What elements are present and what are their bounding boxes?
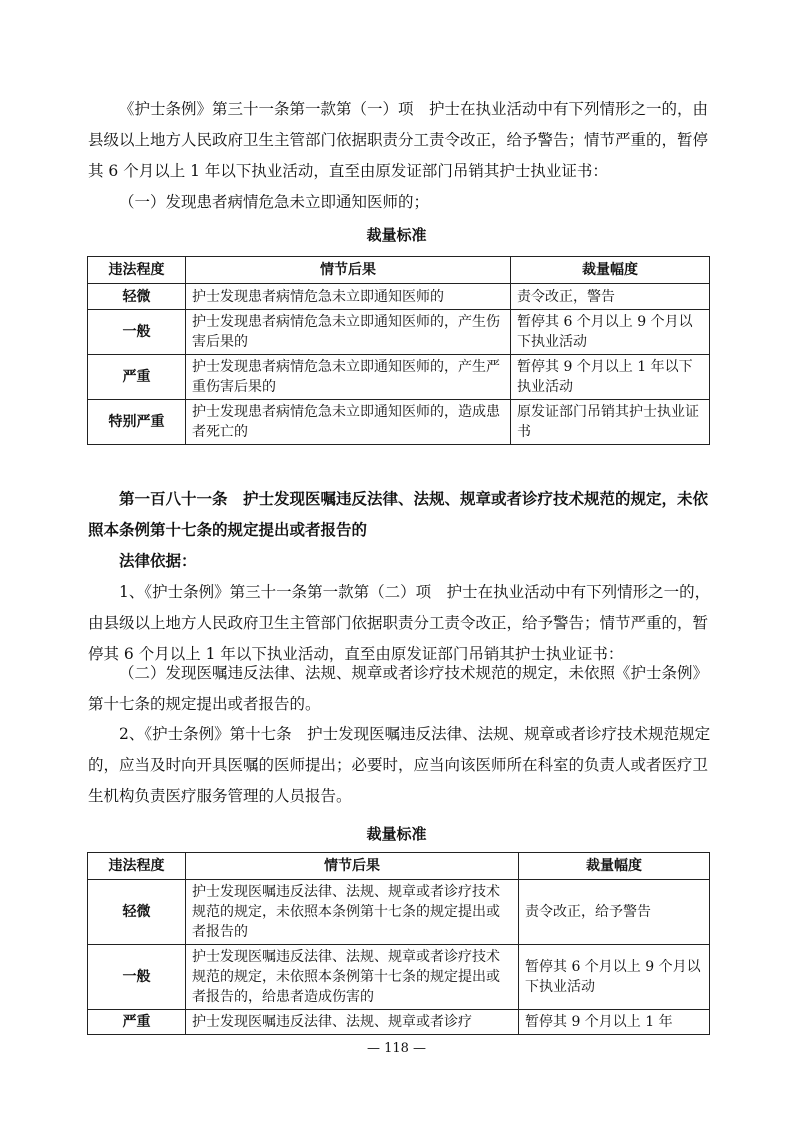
legal-basis-paragraph: 《护士条例》第三十一条第一款第（一）项 护士在执业活动中有下列情形之一的，由县级以上地方人民政府卫生主管部门依据职责分工责令改正，给予警告；情节严重的，暂停其 6 个月以上 1 年以下执业活动，直至由原发证部门吊销其护士执业证书： [88,100,709,180]
facts-cell: 护士发现患者病情危急未立即通知医师的，产生伤害后果的 [186,310,511,355]
facts-cell: 护士发现医嘱违反法律、法规、规章或者诊疗 [186,1010,519,1035]
column-header: 情节后果 [186,257,511,284]
article-heading: 第一百八十一条 护士发现医嘱违反法律、法规、规章或者诊疗技术规范的规定，未依照本条例第十七条的规定提出或者报告的 [88,490,709,539]
facts-cell: 护士发现患者病情危急未立即通知医师的，造成患者死亡的 [186,400,511,445]
table-title: 裁量标准 [366,226,427,244]
penalty-cell: 暂停其 9 个月以上 1 年 [519,1010,710,1035]
severity-cell: 轻微 [88,880,186,945]
severity-cell: 严重 [88,1010,186,1035]
table-header-row [88,257,710,284]
severity-cell: 一般 [88,310,186,355]
legal-basis-paragraph: 1、《护士条例》第三十一条第一款第（二）项 护士在执业活动中有下列情形之一的，由县级以上地方人民政府卫生主管部门依据职责分工责令改正，给予警告；情节严重的，暂停其 6 个月以上 1 年以下执业活动，直至由原发证部门吊销其护士执业证书： [88,583,711,663]
penalty-cell: 暂停其 6 个月以上 9 个月以下执业活动 [511,310,710,355]
discretion-table [87,852,710,1035]
column-header: 情节后果 [186,853,519,880]
facts-cell: 护士发现患者病情危急未立即通知医师的 [186,284,511,310]
table-row [88,355,710,400]
legal-basis-item: （二）发现医嘱违反法律、法规、规章或者诊疗技术规范的规定，未依照《护士条例》第十七条的规定提出或者报告的。 [88,664,709,713]
table-header-row [88,853,710,880]
table-row [88,945,710,1010]
penalty-cell: 暂停其 9 个月以上 1 年以下执业活动 [511,355,710,400]
table-title: 裁量标准 [366,825,427,843]
severity-cell: 轻微 [88,284,186,310]
table-row [88,310,710,355]
table-row [88,1010,710,1035]
column-header: 违法程度 [88,853,186,880]
penalty-cell: 暂停其 6 个月以上 9 个月以下执业活动 [519,945,710,1010]
legal-basis-paragraph: 2、《护士条例》第十七条 护士发现医嘱违反法律、法规、规章或者诊疗技术规范规定的，应当及时向开具医嘱的医师提出；必要时，应当向该医师所在科室的负责人或者医疗卫生机构负责医疗服务管理的人员报告。 [88,725,711,805]
table-row [88,284,710,310]
penalty-cell: 责令改正，警告 [511,284,710,310]
column-header: 违法程度 [88,257,186,284]
penalty-cell: 责令改正，给予警告 [519,880,710,945]
column-header: 裁量幅度 [519,853,710,880]
legal-basis-label: 法律依据： [119,552,197,570]
legal-basis-item: （一）发现患者病情危急未立即通知医师的； [119,193,430,211]
page-number: — 118 — [366,1041,427,1056]
facts-cell: 护士发现医嘱违反法律、法规、规章或者诊疗技术规范的规定，未依照本条例第十七条的规定提出或者报告的 [186,880,519,945]
column-header: 裁量幅度 [511,257,710,284]
severity-cell: 严重 [88,355,186,400]
severity-cell: 一般 [88,945,186,1010]
penalty-cell: 原发证部门吊销其护士执业证书 [511,400,710,445]
facts-cell: 护士发现患者病情危急未立即通知医师的，产生严重伤害后果的 [186,355,511,400]
table-row [88,400,710,445]
severity-cell: 特别严重 [88,400,186,445]
discretion-table [87,256,710,445]
facts-cell: 护士发现医嘱违反法律、法规、规章或者诊疗技术规范的规定，未依照本条例第十七条的规定提出或者报告的，给患者造成伤害的 [186,945,519,1010]
table-row [88,880,710,945]
